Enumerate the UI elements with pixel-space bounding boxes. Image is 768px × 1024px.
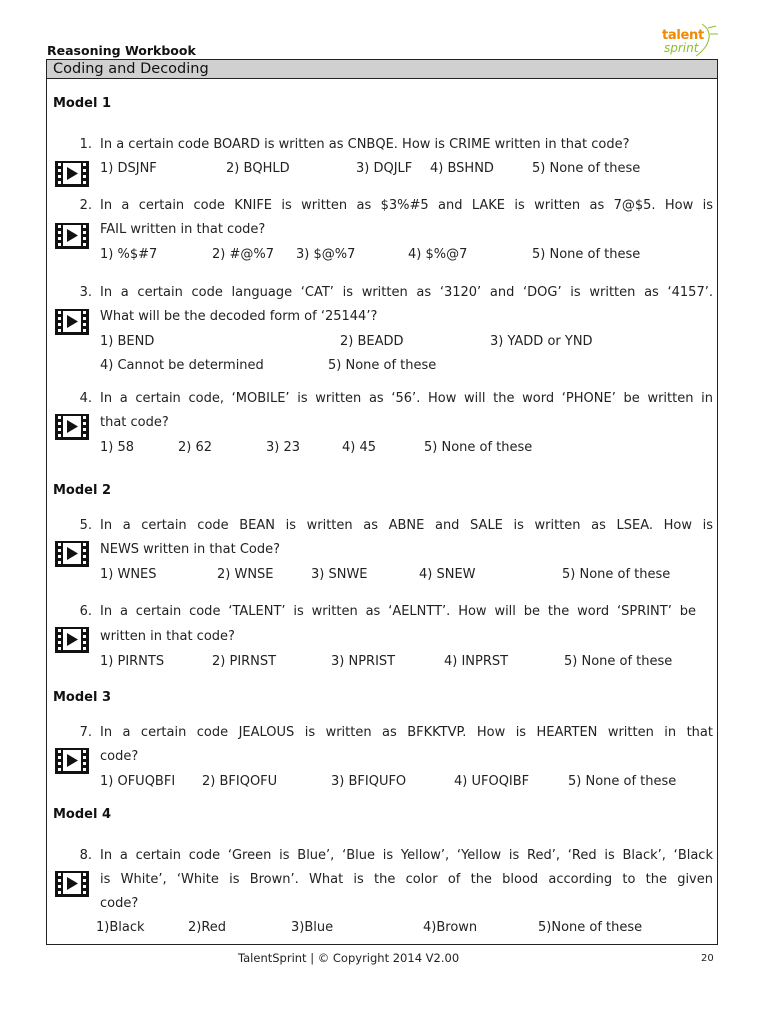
question-text: written in that code? xyxy=(100,629,235,644)
question-text: In a certain code BEAN is written as ABNE and SALE is written as LSEA. How is xyxy=(100,518,713,533)
option: 4) BSHND xyxy=(430,161,494,176)
page-number: 20 xyxy=(701,953,714,964)
question-text: In a certain code JEALOUS is written as BFKKTVP. How is HEARTEN written in that xyxy=(100,725,713,740)
video-play-icon[interactable] xyxy=(54,220,90,252)
question-number: 8. xyxy=(79,848,92,863)
option: 3) DQJLF xyxy=(356,161,413,176)
workbook-title: Reasoning Workbook xyxy=(47,43,196,58)
option: 5) None of these xyxy=(568,774,677,789)
option: 1) BEND xyxy=(100,334,155,349)
option: 3) YADD or YND xyxy=(490,334,593,349)
option: 5) None of these xyxy=(562,567,671,582)
question-number: 2. xyxy=(79,198,92,213)
option: 3)Blue xyxy=(291,920,334,935)
question-number: 7. xyxy=(79,725,92,740)
question-text: In a certain code BOARD is written as CNBQE. How is CRIME written in that code? xyxy=(100,137,630,152)
option: 1) WNES xyxy=(100,567,157,582)
option: 2)Red xyxy=(188,920,227,935)
question-number: 4. xyxy=(79,391,92,406)
content-frame xyxy=(46,59,718,945)
option: 4) UFOQIBF xyxy=(454,774,530,789)
question-number: 6. xyxy=(79,604,92,619)
option: 2) PIRNST xyxy=(212,654,277,669)
option: 3) SNWE xyxy=(311,567,368,582)
option: 5) None of these xyxy=(328,358,437,373)
option: 3) BFIQUFO xyxy=(331,774,407,789)
question-number: 5. xyxy=(79,518,92,533)
option: 2) BQHLD xyxy=(226,161,290,176)
option: 5) None of these xyxy=(532,247,641,262)
video-play-icon[interactable] xyxy=(54,868,90,900)
option: 5) None of these xyxy=(564,654,673,669)
option: 5)None of these xyxy=(538,920,643,935)
question-text: In a certain code ‘Green is Blue’, ‘Blue is Yellow’, ‘Yellow is Red’, ‘Red is Black’, ‘Black xyxy=(100,848,713,863)
option: 2) BFIQOFU xyxy=(202,774,278,789)
option: 2) WNSE xyxy=(217,567,274,582)
question-text: FAIL written in that code? xyxy=(100,222,266,237)
option: 1) OFUQBFI xyxy=(100,774,176,789)
question-number: 3. xyxy=(79,285,92,300)
question-text: What will be the decoded form of ‘25144’? xyxy=(100,309,378,324)
video-play-icon[interactable] xyxy=(54,745,90,777)
question-text: that code? xyxy=(100,415,169,430)
question-text: In a certain code KNIFE is written as $3%#5 and LAKE is written as 7@$5. How is xyxy=(100,198,713,213)
model-heading-4: Model 4 xyxy=(53,807,112,822)
option: 4) 45 xyxy=(342,440,377,455)
option: 4) $%@7 xyxy=(408,247,468,262)
question-text: In a certain code, ‘MOBILE’ is written as ‘56’. How will the word ‘PHONE’ be written in xyxy=(100,391,713,406)
question-number: 1. xyxy=(79,137,92,152)
option: 3) $@%7 xyxy=(296,247,356,262)
option: 1) 58 xyxy=(100,440,135,455)
option: 2) BEADD xyxy=(340,334,404,349)
option: 3) 23 xyxy=(266,440,301,455)
option: 1) PIRNTS xyxy=(100,654,165,669)
option: 2) 62 xyxy=(178,440,213,455)
talentsprint-logo xyxy=(662,22,722,58)
option: 4) Cannot be determined xyxy=(100,358,264,373)
footer-copyright: TalentSprint | © Copyright 2014 V2.00 xyxy=(238,951,460,965)
video-play-icon[interactable] xyxy=(54,306,90,338)
question-text: NEWS written in that Code? xyxy=(100,542,281,557)
option: 4) INPRST xyxy=(444,654,509,669)
section-header-bar xyxy=(47,60,717,79)
logo-text-sprint: sprint xyxy=(664,41,699,55)
model-heading-2: Model 2 xyxy=(53,483,112,498)
option: 1) DSJNF xyxy=(100,161,157,176)
video-play-icon[interactable] xyxy=(54,158,90,190)
video-play-icon[interactable] xyxy=(54,624,90,656)
option: 5) None of these xyxy=(532,161,641,176)
option: 1) %$#7 xyxy=(100,247,158,262)
question-text: code? xyxy=(100,749,139,764)
model-heading-1: Model 1 xyxy=(53,96,112,111)
logo-text-talent: talent xyxy=(662,28,704,43)
option: 5) None of these xyxy=(424,440,533,455)
video-play-icon[interactable] xyxy=(54,411,90,443)
video-play-icon[interactable] xyxy=(54,538,90,570)
question-text: In a certain code ‘TALENT’ is written as ‘AELNTT’. How will be the word ‘SPRINT’ be xyxy=(100,604,696,619)
section-title: Coding and Decoding xyxy=(53,61,209,77)
option: 2) #@%7 xyxy=(212,247,274,262)
question-text: is White’, ‘White is Brown’. What is the color of the blood according to the given xyxy=(100,872,713,887)
option: 4) SNEW xyxy=(419,567,476,582)
question-text: code? xyxy=(100,896,139,911)
option: 4)Brown xyxy=(423,920,478,935)
question-text: In a certain code language ‘CAT’ is written as ‘3120’ and ‘DOG’ is written as ‘4157’. xyxy=(100,285,713,300)
option: 3) NPRIST xyxy=(331,654,396,669)
option: 1)Black xyxy=(96,920,145,935)
model-heading-3: Model 3 xyxy=(53,690,112,705)
